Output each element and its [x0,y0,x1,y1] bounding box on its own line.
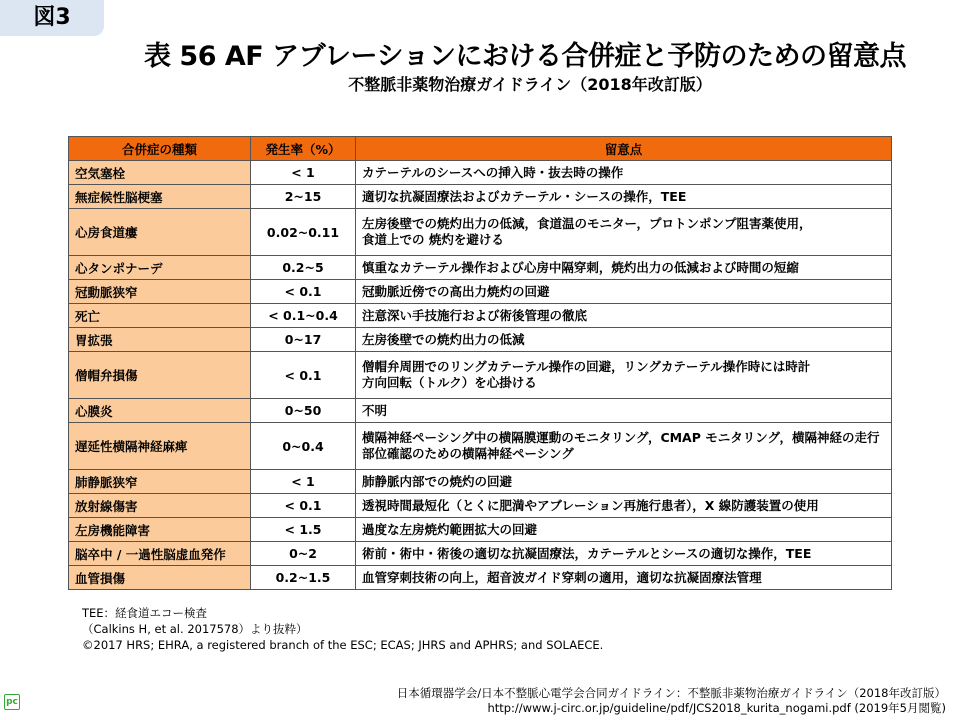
table-row [69,494,892,518]
complication-type-cell: 遅延性横隔神経麻痺 [69,423,251,470]
complication-type-cell: 空気塞栓 [69,161,251,185]
precaution-cell: 血管穿刺技術の向上，超音波ガイド穿刺の適用，適切な抗凝固療法管理 [356,566,892,590]
table-row [69,304,892,328]
complication-type-cell: 死亡 [69,304,251,328]
footnotes [82,605,603,653]
source-citation [397,686,946,716]
page-subtitle: 不整脈非薬物治療ガイドライン（2018年改訂版） [348,75,712,94]
incidence-rate-cell: 2~15 [251,185,356,209]
source-line: 日本循環器学会/日本不整脈心電学会合同ガイドライン：不整脈非薬物治療ガイドライン（2018年改訂版） [396,686,946,700]
complication-type-cell: 僧帽弁損傷 [69,352,251,399]
precaution-cell: 冠動脈近傍での高出力焼灼の回避 [356,280,892,304]
precaution-cell: 適切な抗凝固療法およびカテーテル・シースの操作，TEE [356,185,892,209]
incidence-rate-cell: 0~2 [251,542,356,566]
table-row [69,518,892,542]
incidence-rate-cell: < 0.1 [251,494,356,518]
complication-type-cell: 脳卒中 / 一過性脳虚血発作 [69,542,251,566]
pc-logo-icon: pc [4,694,20,710]
incidence-rate-cell: < 1 [251,161,356,185]
precaution-cell: 横隔神経ペーシング中の横隔膜運動のモニタリング，CMAP モニタリング，横隔神経の走行 部位確認のための横隔神経ペーシング [356,423,892,470]
complications-table [68,136,892,590]
precaution-cell: 過度な左房焼灼範囲拡大の回避 [356,518,892,542]
complication-type-cell: 心膜炎 [69,399,251,423]
table-row [69,328,892,352]
incidence-rate-cell: < 0.1~0.4 [251,304,356,328]
table-row [69,470,892,494]
table-row [69,352,892,399]
incidence-rate-cell: 0~0.4 [251,423,356,470]
complication-type-cell: 血管損傷 [69,566,251,590]
complication-type-cell: 肺静脈狭窄 [69,470,251,494]
footnote: （Calkins H, et al. 2017578）より抜粋） [82,622,308,636]
footnote: TEE：経食道エコー検査 [82,606,208,620]
table-row [69,161,892,185]
header-note: 留意点 [356,137,892,161]
table-row [69,399,892,423]
header-type: 合併症の種類 [69,137,251,161]
incidence-rate-cell: < 0.1 [251,280,356,304]
table-row [69,542,892,566]
precaution-cell: 僧帽弁周囲でのリングカテーテル操作の回避，リングカテーテル操作時には時計 方向回転（トルク）を心掛ける [356,352,892,399]
precaution-cell: 左房後壁での焼灼出力の低減，食道温のモニター，プロトンポンプ阻害薬使用， 食道上での 焼灼を避ける [356,209,892,256]
precaution-cell: 肺静脈内部での焼灼の回避 [356,470,892,494]
incidence-rate-cell: < 1.5 [251,518,356,542]
incidence-rate-cell: 0~17 [251,328,356,352]
complication-type-cell: 心房食道瘻 [69,209,251,256]
precaution-cell: 不明 [356,399,892,423]
incidence-rate-cell: 0.02~0.11 [251,209,356,256]
page-title: 表 56 AF アブレーションにおける合併症と予防のための留意点 [144,41,906,72]
precaution-cell: 慎重なカテーテル操作および心房中隔穿刺，焼灼出力の低減および時間の短縮 [356,256,892,280]
table-row [69,185,892,209]
table-row [69,566,892,590]
precaution-cell: 透視時間最短化（とくに肥満やアブレーション再施行患者），X 線防護装置の使用 [356,494,892,518]
complication-type-cell: 無症候性脳梗塞 [69,185,251,209]
footnote: ©2017 HRS; EHRA, a registered branch of the ESC; ECAS; JHRS and APHRS; and SOLAECE. [82,638,604,652]
table-row [69,256,892,280]
table-row [69,280,892,304]
complication-type-cell: 心タンポナーデ [69,256,251,280]
source-url: http://www.j-circ.or.jp/guideline/pdf/JCS2018_kurita_nogami.pdf (2019年5月閲覧) [487,701,946,715]
precaution-cell: カテーテルのシースへの挿入時・抜去時の操作 [356,161,892,185]
complication-type-cell: 冠動脈狭窄 [69,280,251,304]
incidence-rate-cell: < 1 [251,470,356,494]
figure-badge: 図3 [0,0,104,36]
complication-type-cell: 左房機能障害 [69,518,251,542]
incidence-rate-cell: 0~50 [251,399,356,423]
precaution-cell: 術前・術中・術後の適切な抗凝固療法，カテーテルとシースの適切な操作，TEE [356,542,892,566]
table-row [69,423,892,470]
complication-type-cell: 胃拡張 [69,328,251,352]
incidence-rate-cell: < 0.1 [251,352,356,399]
incidence-rate-cell: 0.2~5 [251,256,356,280]
table-row [69,209,892,256]
header-rate: 発生率（%） [251,137,356,161]
precaution-cell: 注意深い手技施行および術後管理の徹底 [356,304,892,328]
incidence-rate-cell: 0.2~1.5 [251,566,356,590]
complication-type-cell: 放射線傷害 [69,494,251,518]
precaution-cell: 左房後壁での焼灼出力の低減 [356,328,892,352]
